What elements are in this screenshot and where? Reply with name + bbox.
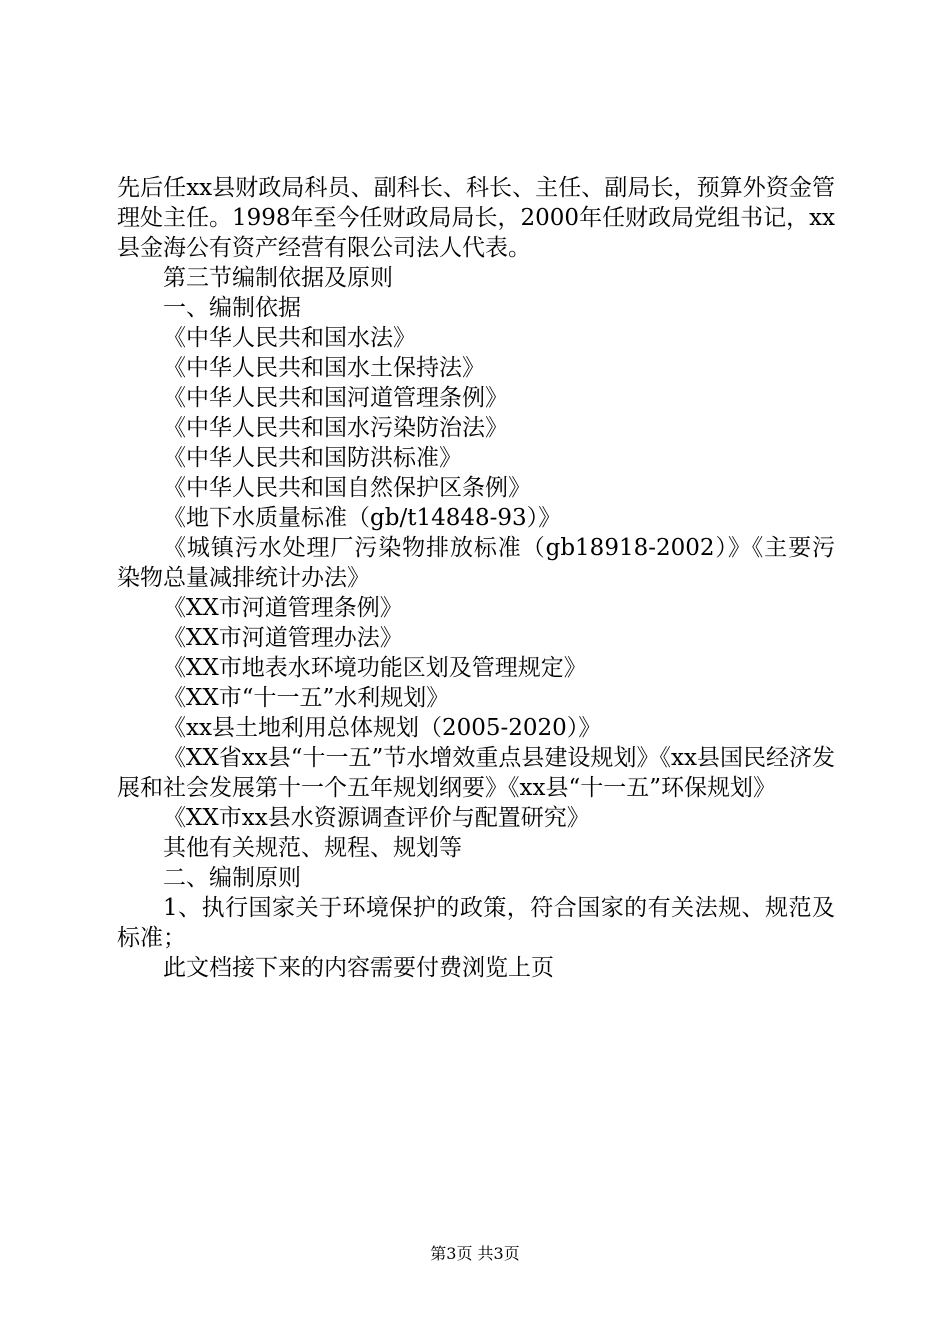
- document-body: [117, 173, 835, 983]
- reference-item: 《XX市河道管理办法》: [163, 625, 403, 651]
- reference-item: 《xx县土地利用总体规划（2005-2020）》: [163, 715, 602, 741]
- reference-item: 《XX市河道管理条例》: [163, 595, 403, 621]
- reference-item: 《XX市地表水环境功能区划及管理规定》: [163, 655, 587, 681]
- reference-item: 《中华人民共和国水污染防治法》: [163, 415, 508, 441]
- reference-item: 《XX市xx县水资源调查评价与配置研究》: [163, 805, 590, 831]
- reference-item: 《XX市“十一五”水利规划》: [163, 685, 450, 711]
- reference-item: 《中华人民共和国水法》: [163, 325, 416, 351]
- reference-item: 《中华人民共和国防洪标准》: [163, 445, 462, 471]
- reference-item: 《地下水质量标准（gb/t14848-93）》: [163, 505, 562, 531]
- subsection-heading: 二、编制原则: [163, 865, 301, 891]
- reference-item: 《城镇污水处理厂污染物排放标准（gb18918-2002）》《主要污染物总量减排统计办法》: [117, 535, 835, 591]
- page-number: 第3页 共3页: [430, 1244, 520, 1263]
- paragraph: 其他有关规范、规程、规划等: [163, 835, 462, 861]
- paragraph: 先后任xx县财政局科员、副科长、科长、主任、副局长，预算外资金管理处主任。1998年至今任财政局局长，2000年任财政局党组书记，xx县金海公有资产经营有限公司法人代表。: [117, 175, 836, 261]
- section-heading: 第三节编制依据及原则: [163, 265, 393, 291]
- reference-item: 《中华人民共和国河道管理条例》: [163, 385, 508, 411]
- subsection-heading: 一、编制依据: [163, 295, 301, 321]
- reference-item: 《中华人民共和国水土保持法》: [163, 355, 485, 381]
- paragraph: 1、执行国家关于环境保护的政策，符合国家的有关法规、规范及标准；: [117, 895, 835, 951]
- reference-item: 《中华人民共和国自然保护区条例》: [163, 475, 531, 501]
- paywall-notice: 此文档接下来的内容需要付费浏览上页: [163, 955, 554, 981]
- reference-item: 《XX省xx县“十一五”节水增效重点县建设规划》《xx县国民经济发展和社会发展第十一个五年规划纲要》《xx县“十一五”环保规划》: [117, 745, 835, 801]
- page-footer: [0, 1243, 950, 1265]
